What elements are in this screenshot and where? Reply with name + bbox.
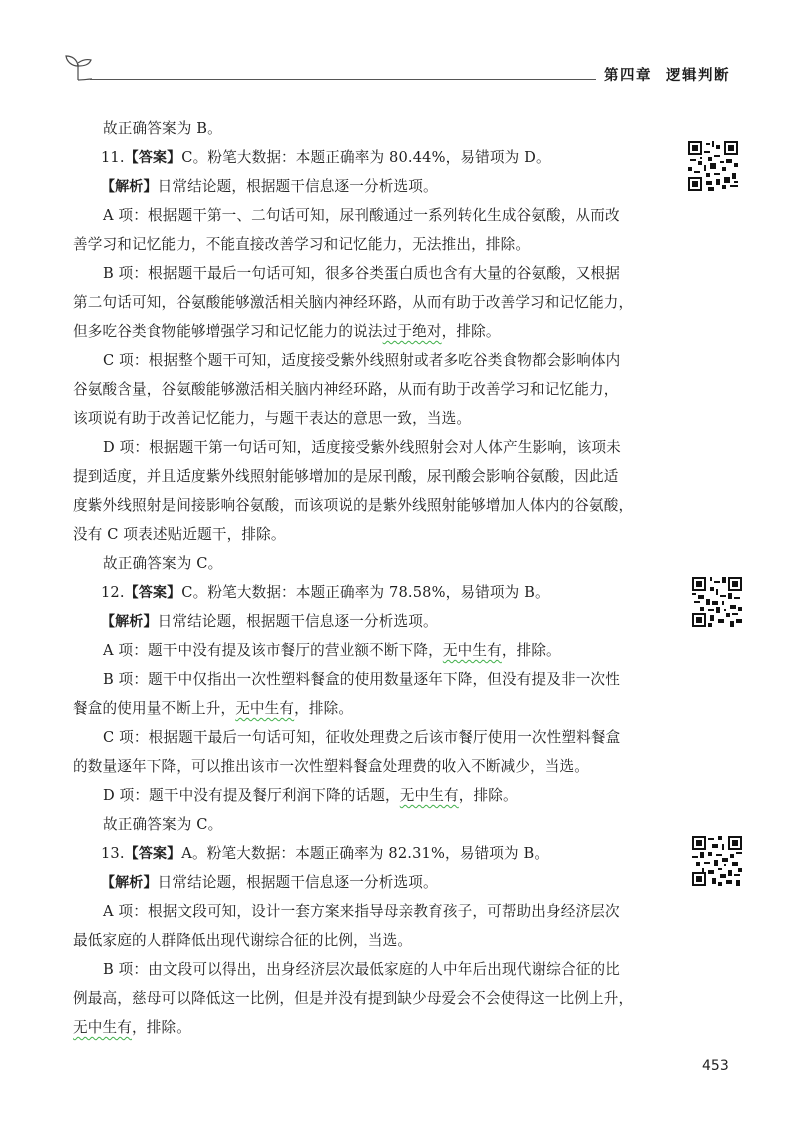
text-line [73, 317, 673, 346]
text-line: 最低家庭的人群降低出现代谢综合征的比例，当选。 [73, 932, 413, 949]
chapter-section: 逻辑判断 [666, 68, 730, 84]
text-line: B 项：根据题干最后一句话可知，很多谷类蛋白质也含有大量的谷氨酸，又根据 [103, 265, 620, 282]
text-line: 故正确答案为 B。 [103, 120, 222, 137]
emphasis-wavy: 无中生有 [235, 700, 295, 717]
question-number: 13. [101, 845, 125, 862]
question-number: 11. [101, 149, 125, 166]
text-line: A 项：根据文段可知，设计一套方案来指导母亲教育孩子，可帮助出身经济层次 [103, 903, 620, 920]
text-span: D 项：题干中没有提及餐厅利润下降的话题， [103, 787, 400, 804]
text-line: 提到适度，并且适度紫外线照射能够增加的是尿刊酸，尿刊酸会影响谷氨酸，因此适 [73, 468, 619, 485]
emphasis-wavy: 过于绝对 [382, 323, 442, 340]
page-header [0, 0, 800, 100]
text-line: C 项：根据整个题干可知，适度接受紫外线照射或者多吃谷类食物都会影响体内 [103, 352, 621, 369]
sprout-icon [58, 50, 98, 82]
text-span: ，排除。 [441, 323, 501, 340]
text-line: B 项：由文段可以得出，出身经济层次最低家庭的人中年后出现代谢综合征的比 [103, 961, 620, 978]
text-line: 故正确答案为 C。 [103, 555, 223, 572]
text-line [73, 636, 673, 665]
chapter-number: 第四章 [604, 68, 652, 84]
text-line: 例最高，慈母可以降低这一比例，但是并没有提到缺少母爱会不会使得这一比例上升， [73, 990, 634, 1007]
text-line: D 项：根据题干第一句话可知，适度接受紫外线照射会对人体产生影响，该项未 [103, 439, 621, 456]
text-line: 第二句话可知，谷氨酸能够激活相关脑内神经环路，从而有助于改善学习和记忆能力， [73, 294, 634, 311]
text-line: B 项：题干中仅指出一次性塑料餐盒的使用数量逐年下降，但没有提及非一次性 [103, 671, 620, 688]
text-line: 度紫外线照射是间接影响谷氨酸，而该项说的是紫外线照射能够增加人体内的谷氨酸， [73, 497, 634, 514]
analysis-text: 日常结论题，根据题干信息逐一分析选项。 [157, 613, 438, 630]
text-line [73, 1013, 673, 1042]
text-span: 但多吃谷类食物能够增强学习和记忆能力的说法 [73, 323, 383, 340]
answer-line-11 [73, 143, 673, 172]
qr-code-icon [692, 836, 742, 886]
answer-text: A。粉笔大数据：本题正确率为 82.31%，易错项为 B。 [181, 845, 550, 862]
answer-text: C。粉笔大数据：本题正确率为 78.58%，易错项为 B。 [181, 584, 550, 601]
text-span: ，排除。 [458, 787, 518, 804]
text-line: 谷氨酸含量，谷氨酸能够激活相关脑内神经环路，从而有助于改善学习和记忆能力， [73, 381, 619, 398]
answer-line-12 [73, 578, 673, 607]
analysis-tag: 【解析】 [101, 614, 158, 630]
text-line: 的数量逐年下降，可以推出该市一次性塑料餐盒处理费的收入不断减少，当选。 [73, 758, 590, 775]
text-line [73, 781, 673, 810]
analysis-line-12 [73, 607, 673, 636]
analysis-text: 日常结论题，根据题干信息逐一分析选项。 [157, 874, 438, 891]
emphasis-wavy: 无中生有 [73, 1019, 132, 1036]
analysis-line-13 [73, 868, 673, 897]
analysis-text: 日常结论题，根据题干信息逐一分析选项。 [157, 178, 438, 195]
text-span: 餐盒的使用量不断上升， [73, 700, 236, 717]
answer-text: C。粉笔大数据：本题正确率为 80.44%，易错项为 D。 [181, 149, 551, 166]
answer-explanations [73, 114, 673, 1042]
text-line: C 项：根据题干最后一句话可知，征收处理费之后该市餐厅使用一次性塑料餐盒 [103, 729, 621, 746]
text-line: 善学习和记忆能力，不能直接改善学习和记忆能力，无法推出，排除。 [73, 236, 531, 253]
text-line: 没有 C 项表述贴近题干，排除。 [73, 526, 286, 543]
analysis-tag: 【解析】 [101, 179, 158, 195]
emphasis-wavy: 无中生有 [399, 787, 459, 804]
qr-code-icon [688, 141, 738, 191]
text-span: ，排除。 [294, 700, 354, 717]
analysis-tag: 【解析】 [101, 875, 158, 891]
text-line: 故正确答案为 C。 [103, 816, 223, 833]
text-span: ，排除。 [501, 642, 561, 659]
header-divider [90, 79, 596, 80]
text-line: A 项：根据题干第一、二句话可知，尿刊酸通过一系列转化生成谷氨酸，从而改 [103, 207, 620, 224]
analysis-line-11 [73, 172, 673, 201]
question-number: 12. [101, 584, 125, 601]
answer-tag: 【答案】 [124, 150, 182, 166]
page-number: 453 [702, 1058, 729, 1074]
answer-tag: 【答案】 [124, 585, 182, 601]
text-line: 该项说有助于改善记忆能力，与题干表达的意思一致，当选。 [73, 410, 472, 427]
emphasis-wavy: 无中生有 [442, 642, 502, 659]
text-line [73, 694, 673, 723]
answer-line-13 [73, 839, 673, 868]
chapter-title [604, 64, 730, 85]
text-span: A 项：题干中没有提及该市餐厅的营业额不断下降， [103, 642, 443, 659]
text-span: ，排除。 [131, 1019, 191, 1036]
qr-code-icon [692, 577, 742, 627]
answer-tag: 【答案】 [124, 846, 182, 862]
